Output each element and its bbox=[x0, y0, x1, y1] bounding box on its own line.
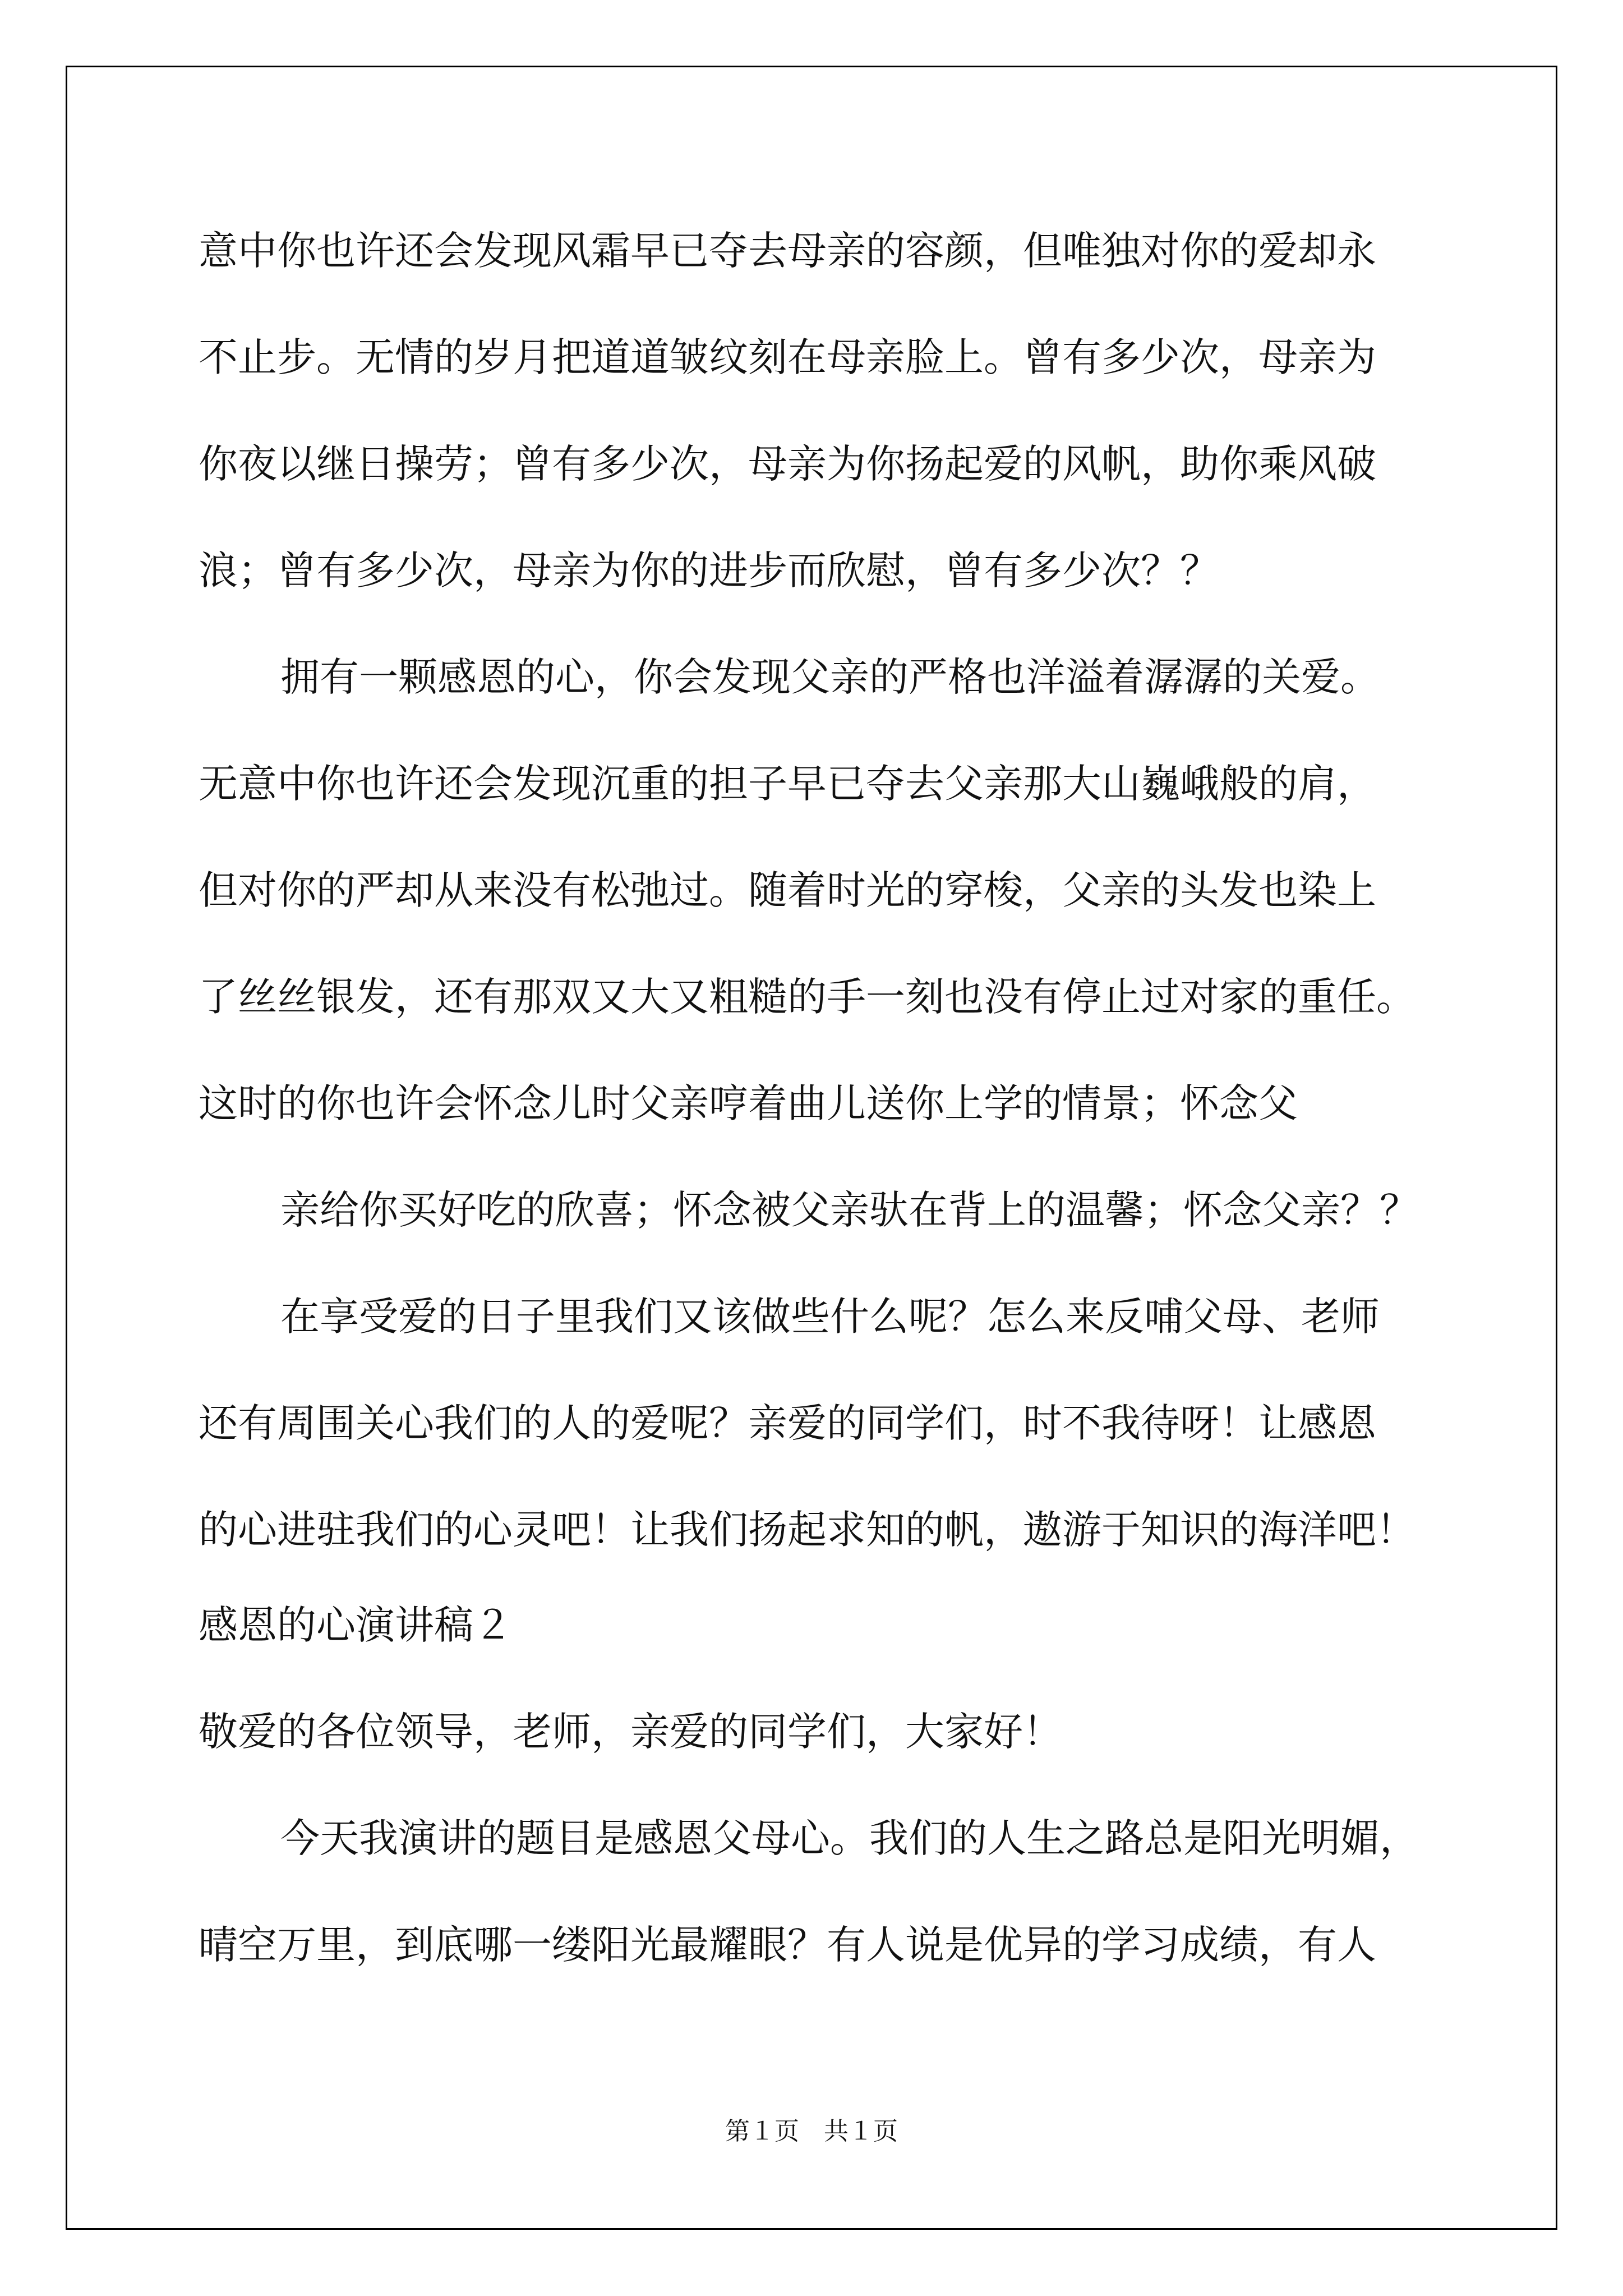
salutation-line: 敬爱的各位领导，老师，亲爱的同学们，大家好！ bbox=[199, 1709, 1062, 1755]
text-line: 浪；曾有多少次，母亲为你的进步而欣慰，曾有多少次？？ bbox=[199, 547, 1219, 593]
text-line: 还有周围关心我们的人的爱呢？亲爱的同学们，时不我待呀！让感恩 bbox=[199, 1400, 1376, 1446]
paragraph-start-line: 今天我演讲的题目是感恩父母心。我们的人生之路总是阳光明媚， bbox=[280, 1815, 1419, 1861]
text-line: 无意中你也许还会发现沉重的担子早已夺去父亲那大山巍峨般的肩， bbox=[199, 761, 1376, 807]
section-heading: 感恩的心演讲稿２ bbox=[199, 1602, 513, 1648]
text-line: 这时的你也许会怀念儿时父亲哼着曲儿送你上学的情景；怀念父 bbox=[199, 1080, 1298, 1126]
text-line: 你夜以继日操劳；曾有多少次，母亲为你扬起爱的风帆，助你乘风破 bbox=[199, 441, 1376, 487]
text-line: 了丝丝银发，还有那双又大又粗糙的手一刻也没有停止过对家的重任。 bbox=[199, 974, 1415, 1020]
text-line: 的心进驻我们的心灵吧！让我们扬起求知的帆，遨游于知识的海洋吧！ bbox=[199, 1507, 1415, 1553]
page-border bbox=[66, 66, 1557, 2230]
page-number-footer: 第１页 共１页 bbox=[725, 2117, 898, 2146]
paragraph-start-line: 亲给你买好吃的欣喜；怀念被父亲驮在背上的温馨；怀念父亲？？ bbox=[280, 1187, 1419, 1233]
text-line: 意中你也许还会发现风霜早已夺去母亲的容颜，但唯独对你的爱却永 bbox=[199, 228, 1376, 274]
text-line: 但对你的严却从来没有松弛过。随着时光的穿梭，父亲的头发也染上 bbox=[199, 867, 1376, 913]
text-line: 晴空万里，到底哪一缕阳光最耀眼？有人说是优异的学习成绩，有人 bbox=[199, 1922, 1376, 1968]
text-line: 不止步。无情的岁月把道道皱纹刻在母亲脸上。曾有多少次，母亲为 bbox=[199, 334, 1376, 380]
paragraph-start-line: 拥有一颗感恩的心，你会发现父亲的严格也洋溢着潺潺的关爱。 bbox=[280, 654, 1380, 700]
paragraph-start-line: 在享受爱的日子里我们又该做些什么呢？怎么来反哺父母、老师 bbox=[280, 1294, 1380, 1340]
